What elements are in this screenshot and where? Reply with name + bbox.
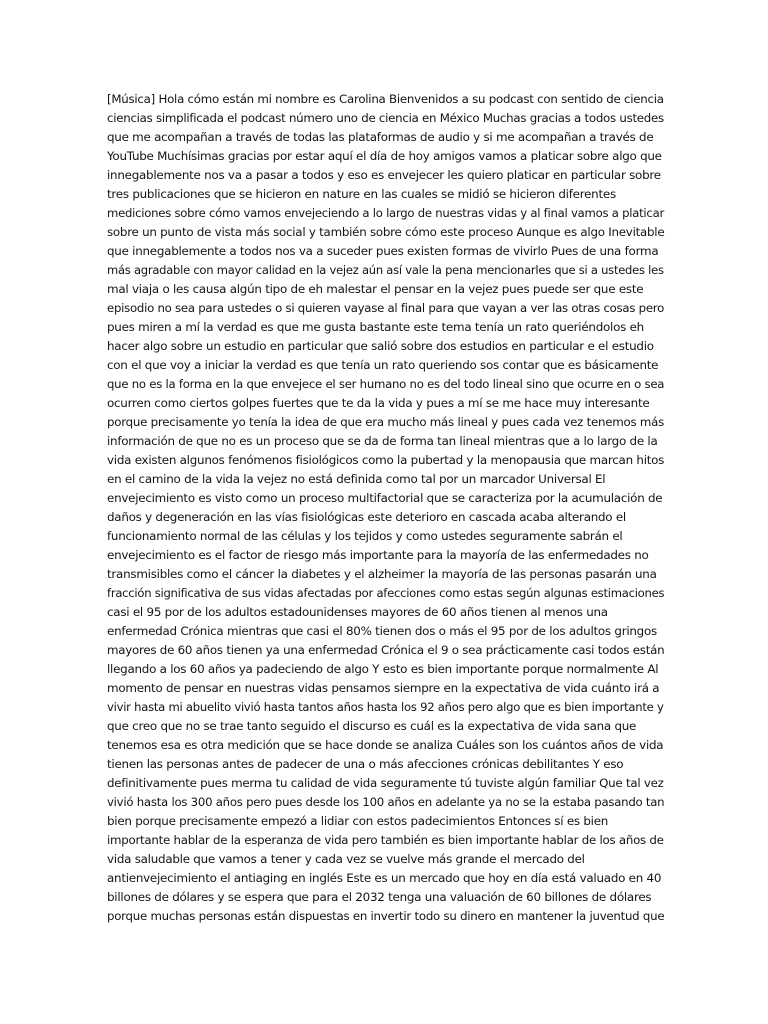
text-line: que me acompañan a través de todas las plataformas de audio y si me acompañan a través de: [107, 130, 654, 144]
text-line: ciencias simplificada el podcast número uno de ciencia en México Muchas gracias a todos ustedes: [107, 111, 664, 125]
text-line: daños y degeneración en las vías fisiológicas este deterioro en cascada acaba alterando el: [107, 510, 626, 524]
text-line: mediciones sobre cómo vamos envejeciendo a lo largo de nuestras vidas y al final vamos a platicar: [107, 206, 665, 220]
text-line: hacer algo sobre un estudio en particular que salió sobre dos estudios en particular e el estudio: [107, 339, 654, 353]
text-line: momento de pensar en nuestras vidas pensamos siempre en la expectativa de vida cuánto irá a: [107, 681, 660, 695]
text-line: YouTube Muchísimas gracias por estar aquí el día de hoy amigos vamos a platicar sobre algo que: [107, 149, 662, 163]
text-line: [Música] Hola cómo están mi nombre es Carolina Bienvenidos a su podcast con sentido de ciencia: [107, 92, 664, 106]
text-line: vivió hasta los 300 años pero pues desde los 100 años en adelante ya no se la estaba pasando tan: [107, 795, 665, 809]
text-line: billones de dólares y se espera que para el 2032 tenga una valuación de 60 billones de dólares: [107, 890, 652, 904]
text-line: transmisibles como el cáncer la diabetes y el alzheimer la mayoría de las personas pasarán una: [107, 567, 657, 581]
text-line: tienen las personas antes de padecer de una o más afecciones crónicas debilitantes Y eso: [107, 757, 624, 771]
text-line: con el que voy a iniciar la verdad es que tenía un rato queriendo sos contar que es básicamente: [107, 358, 659, 372]
text-line: innegablemente nos va a pasar a todos y eso es envejecer les quiero platicar en particular sobre: [107, 168, 661, 182]
text-line: funcionamiento normal de las células y los tejidos y como ustedes seguramente sabrán el: [107, 529, 623, 543]
text-line: que no es la forma en la que envejece el ser humano no es del todo lineal sino que ocurre en o sea: [107, 377, 665, 391]
text-line: envejecimiento es visto como un proceso multifactorial que se caracteriza por la acumulación de: [107, 491, 663, 505]
text-line: que creo que no se trae tanto seguido el discurso es cuál es la expectativa de vida sana que: [107, 719, 637, 733]
text-line: ocurren como ciertos golpes fuertes que te da la vida y pues a mí se me hace muy interesante: [107, 396, 650, 410]
text-line: porque muchas personas están dispuestas en invertir todo su dinero en mantener la juventud que: [107, 909, 665, 923]
text-line: en el camino de la vida la vejez no está definida como tal por un marcador Universal El: [107, 472, 606, 486]
text-line: enfermedad Crónica mientras que casi el 80% tienen dos o más el 95 por de los adultos gringos: [107, 624, 657, 638]
text-line: mal viaja o les causa algún tipo de eh malestar el pensar en la vejez pues puede ser que este: [107, 282, 644, 296]
text-line: episodio no sea para ustedes o si quieren vayase al final para que vayan a ver las otras cosas pero: [107, 301, 665, 315]
text-line: casi el 95 por de los adultos estadounidenses mayores de 60 años tienen al menos una: [107, 605, 608, 619]
text-line: más agradable con mayor calidad en la vejez aún así vale la pena mencionarles que si a ustedes les: [107, 263, 664, 277]
text-line: porque precisamente yo tenía la idea de que era mucho más lineal y pues cada vez tenemos más: [107, 415, 665, 429]
text-line: información de que no es un proceso que se da de forma tan lineal mientras que a lo largo de la: [107, 434, 658, 448]
text-line: pues miren a mí la verdad es que me gusta bastante este tema tenía un rato queriéndolos eh: [107, 320, 644, 334]
text-line: definitivamente pues merma tu calidad de vida seguramente tú tuviste algún familiar Que tal vez: [107, 776, 664, 790]
text-line: mayores de 60 años tienen ya una enfermedad Crónica el 9 o sea prácticamente casi todos están: [107, 643, 665, 657]
text-line: que innegablemente a todos nos va a suceder pues existen formas de vivirlo Pues de una forma: [107, 244, 659, 258]
text-line: vida saludable que vamos a tener y cada vez se vuelve más grande el mercado del: [107, 852, 585, 866]
text-line: bien porque precisamente empezó a lidiar con estos padecimientos Entonces sí es bien: [107, 814, 609, 828]
text-line: tres publicaciones que se hicieron en nature en las cuales se midió se hicieron diferentes: [107, 187, 616, 201]
text-line: vida existen algunos fenómenos fisiológicos como la pubertad y la menopausia que marcan hitos: [107, 453, 665, 467]
text-line: importante hablar de la esperanza de vida pero también es bien importante hablar de los años de: [107, 833, 664, 847]
text-line: envejecimiento es el factor de riesgo más importante para la mayoría de las enfermedades no: [107, 548, 649, 562]
text-line: llegando a los 60 años ya padeciendo de algo Y esto es bien importante porque normalmente Al: [107, 662, 659, 676]
transcript-text: [107, 90, 664, 926]
text-line: antienvejecimiento el antiaging en inglés Este es un mercado que hoy en día está valuado en 40: [107, 871, 662, 885]
text-line: tenemos esa es otra medición que se hace donde se analiza Cuáles son los cuántos años de vida: [107, 738, 664, 752]
text-line: fracción significativa de sus vidas afectadas por afecciones como estas según algunas estimaciones: [107, 586, 665, 600]
text-line: sobre un punto de vista más social y también sobre cómo este proceso Aunque es algo Inevitable: [107, 225, 665, 239]
text-line: vivir hasta mi abuelito vivió hasta tantos años hasta los 92 años pero algo que es bien importante y: [107, 700, 664, 714]
